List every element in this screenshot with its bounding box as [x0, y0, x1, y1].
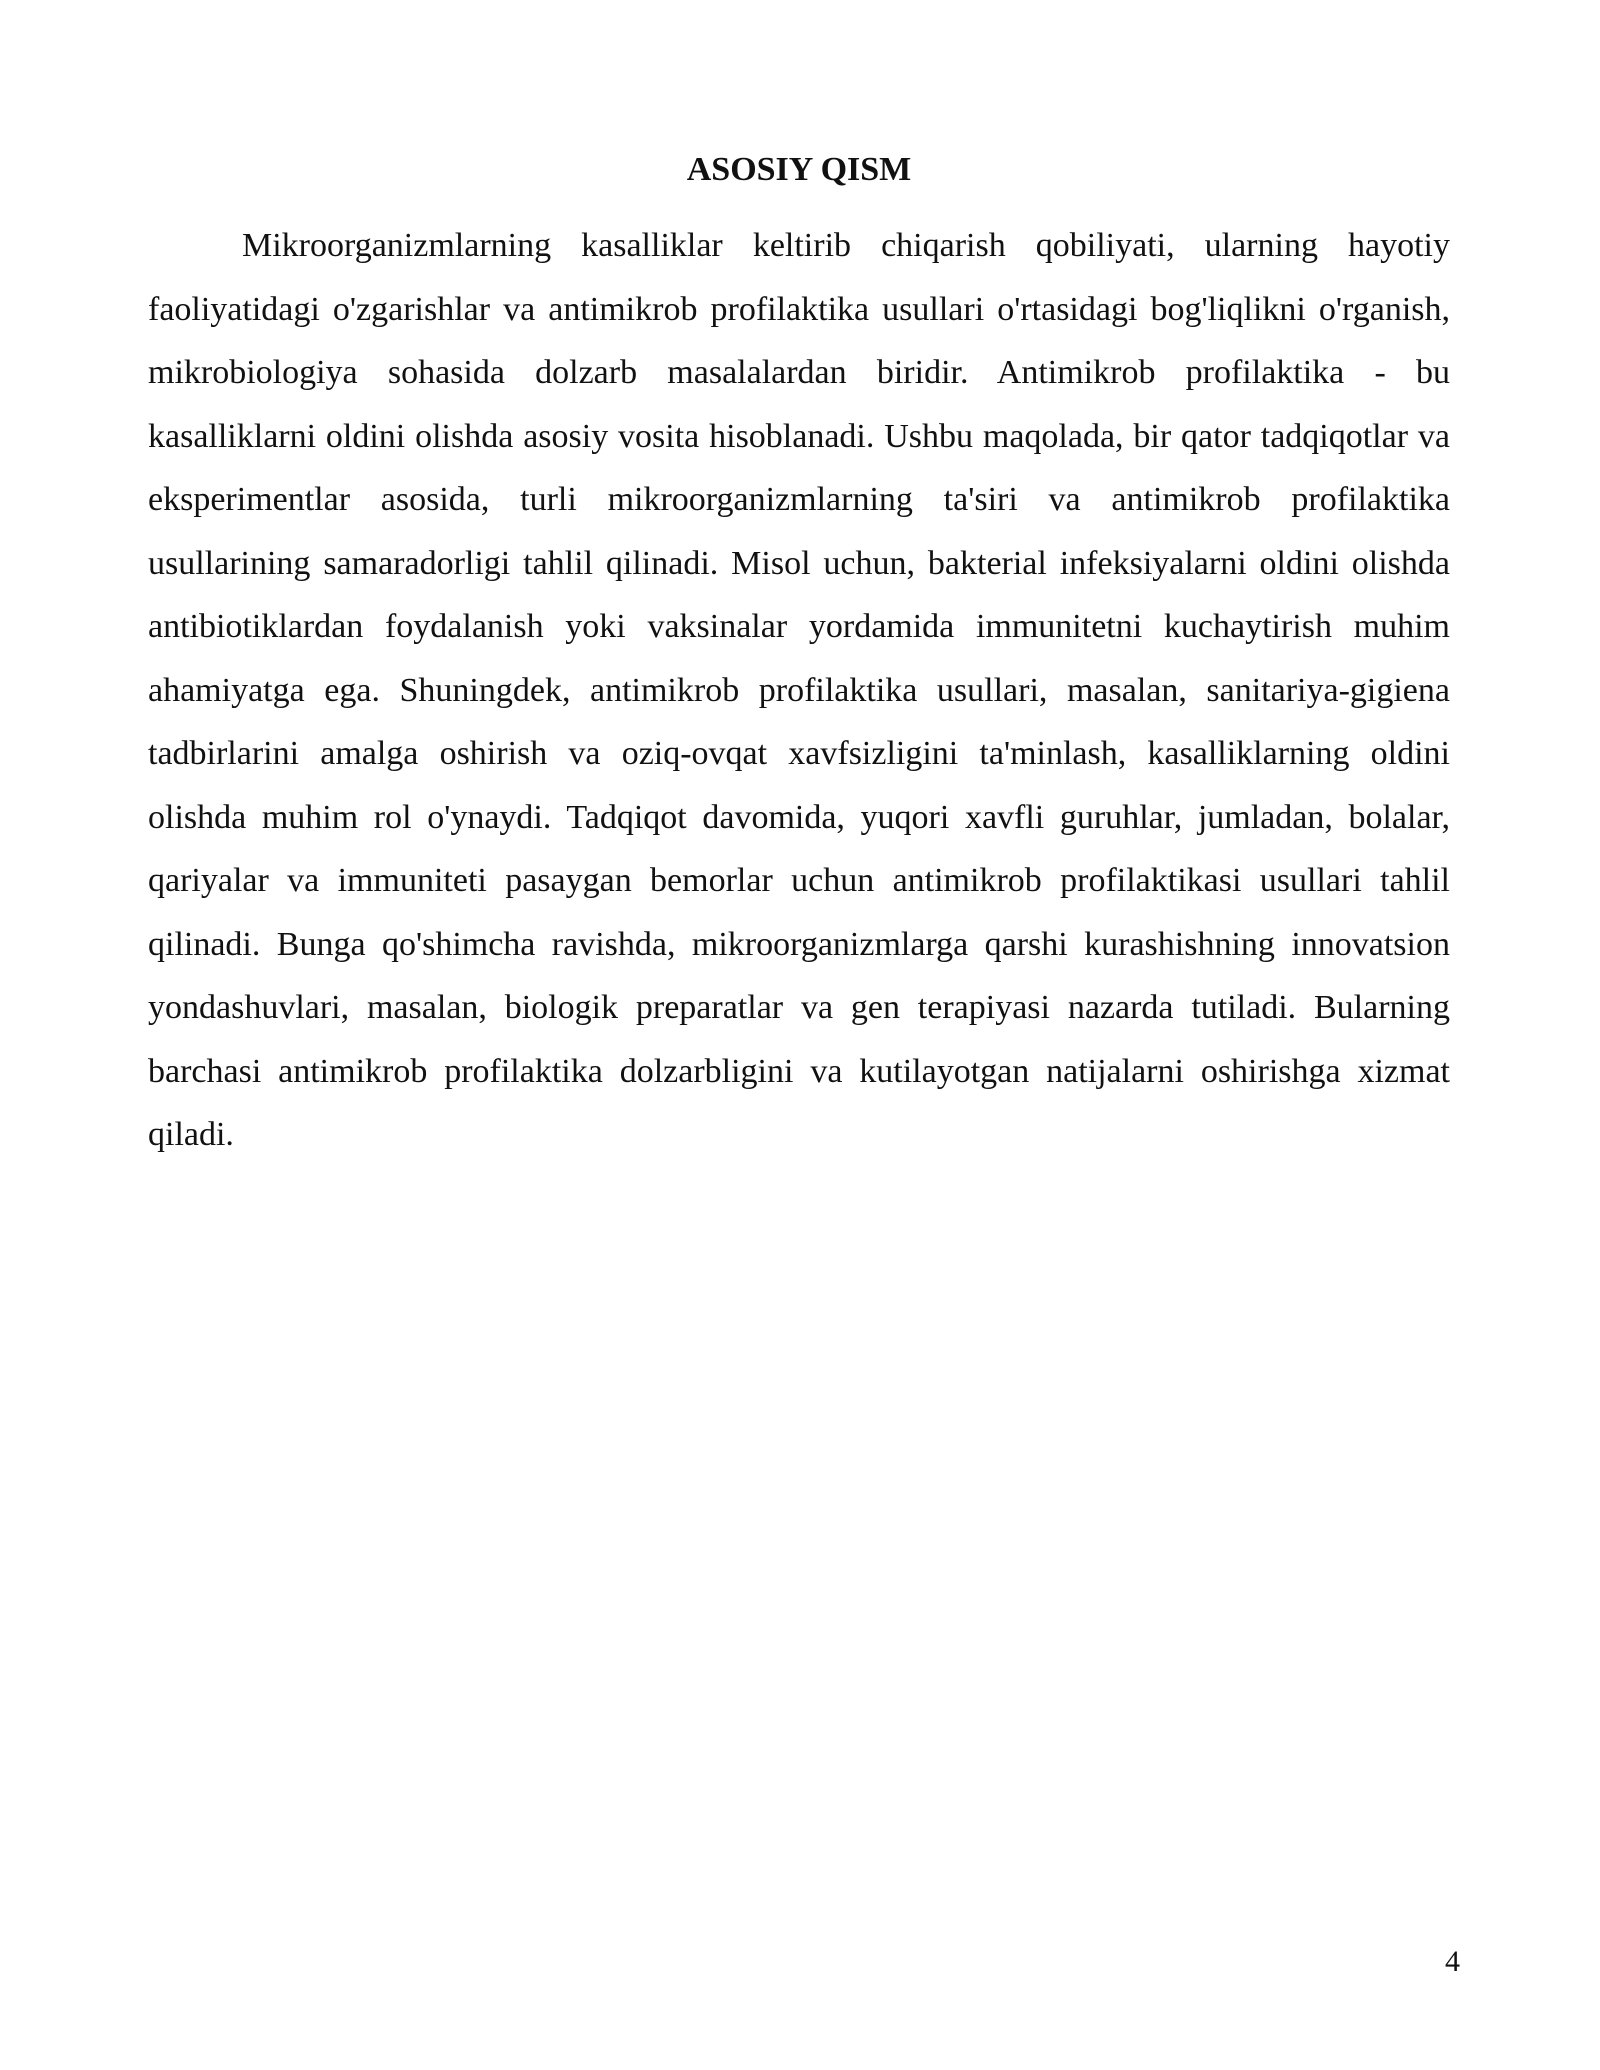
page-number: 4: [1445, 1945, 1460, 1978]
section-heading: ASOSIY QISM: [686, 151, 912, 188]
body-paragraph: Mikroorganizmlarning kasalliklar keltirib chiqarish qobiliyati, ularning hayotiy faoliyatidagi o'zgarishlar va antimikrob profilaktika usullari o'rtasidagi bog'liqlikni o'rganish, mikrobiologiya sohasida dolzarb masalalardan biridir. Antimikrob profilaktika - bu kasalliklarni oldini olishda asosiy vosita hisoblanadi. Ushbu maqolada, bir qator tadqiqotlar va eksperimentlar asosida, turli mikroorganizmlarning ta'siri va antimikrob profilaktika usullarining samaradorligi tahlil qilinadi. Misol uchun, bakterial infeksiyalarni oldini olishda antibiotiklardan foydalanish yoki vaksinalar yordamida immunitetni kuchaytirish muhim ahamiyatga ega. Shuningdek, antimikrob profilaktika usullari, masalan, sanitariya-gigiena tadbirlarini amalga oshirish va oziq-ovqat xavfsizligini ta'minlash, kasalliklarning oldini olishda muhim rol o'ynaydi. Tadqiqot davomida, yuqori xavfli guruhlar, jumladan, bolalar, qariyalar va immuniteti pasaygan bemorlar uchun antimikrob profilaktikasi usullari tahlil qilinadi. Bunga qo'shimcha ravishda, mikroorganizmlarga qarshi kurashishning innovatsion yondashuvlari, masalan, biologik preparatlar va gen terapiyasi nazarda tutiladi. Bularning barchasi antimikrob profilaktika dolzarbligini va kutilayotgan natijalarni oshirishga xizmat qiladi.: [148, 227, 1450, 1153]
